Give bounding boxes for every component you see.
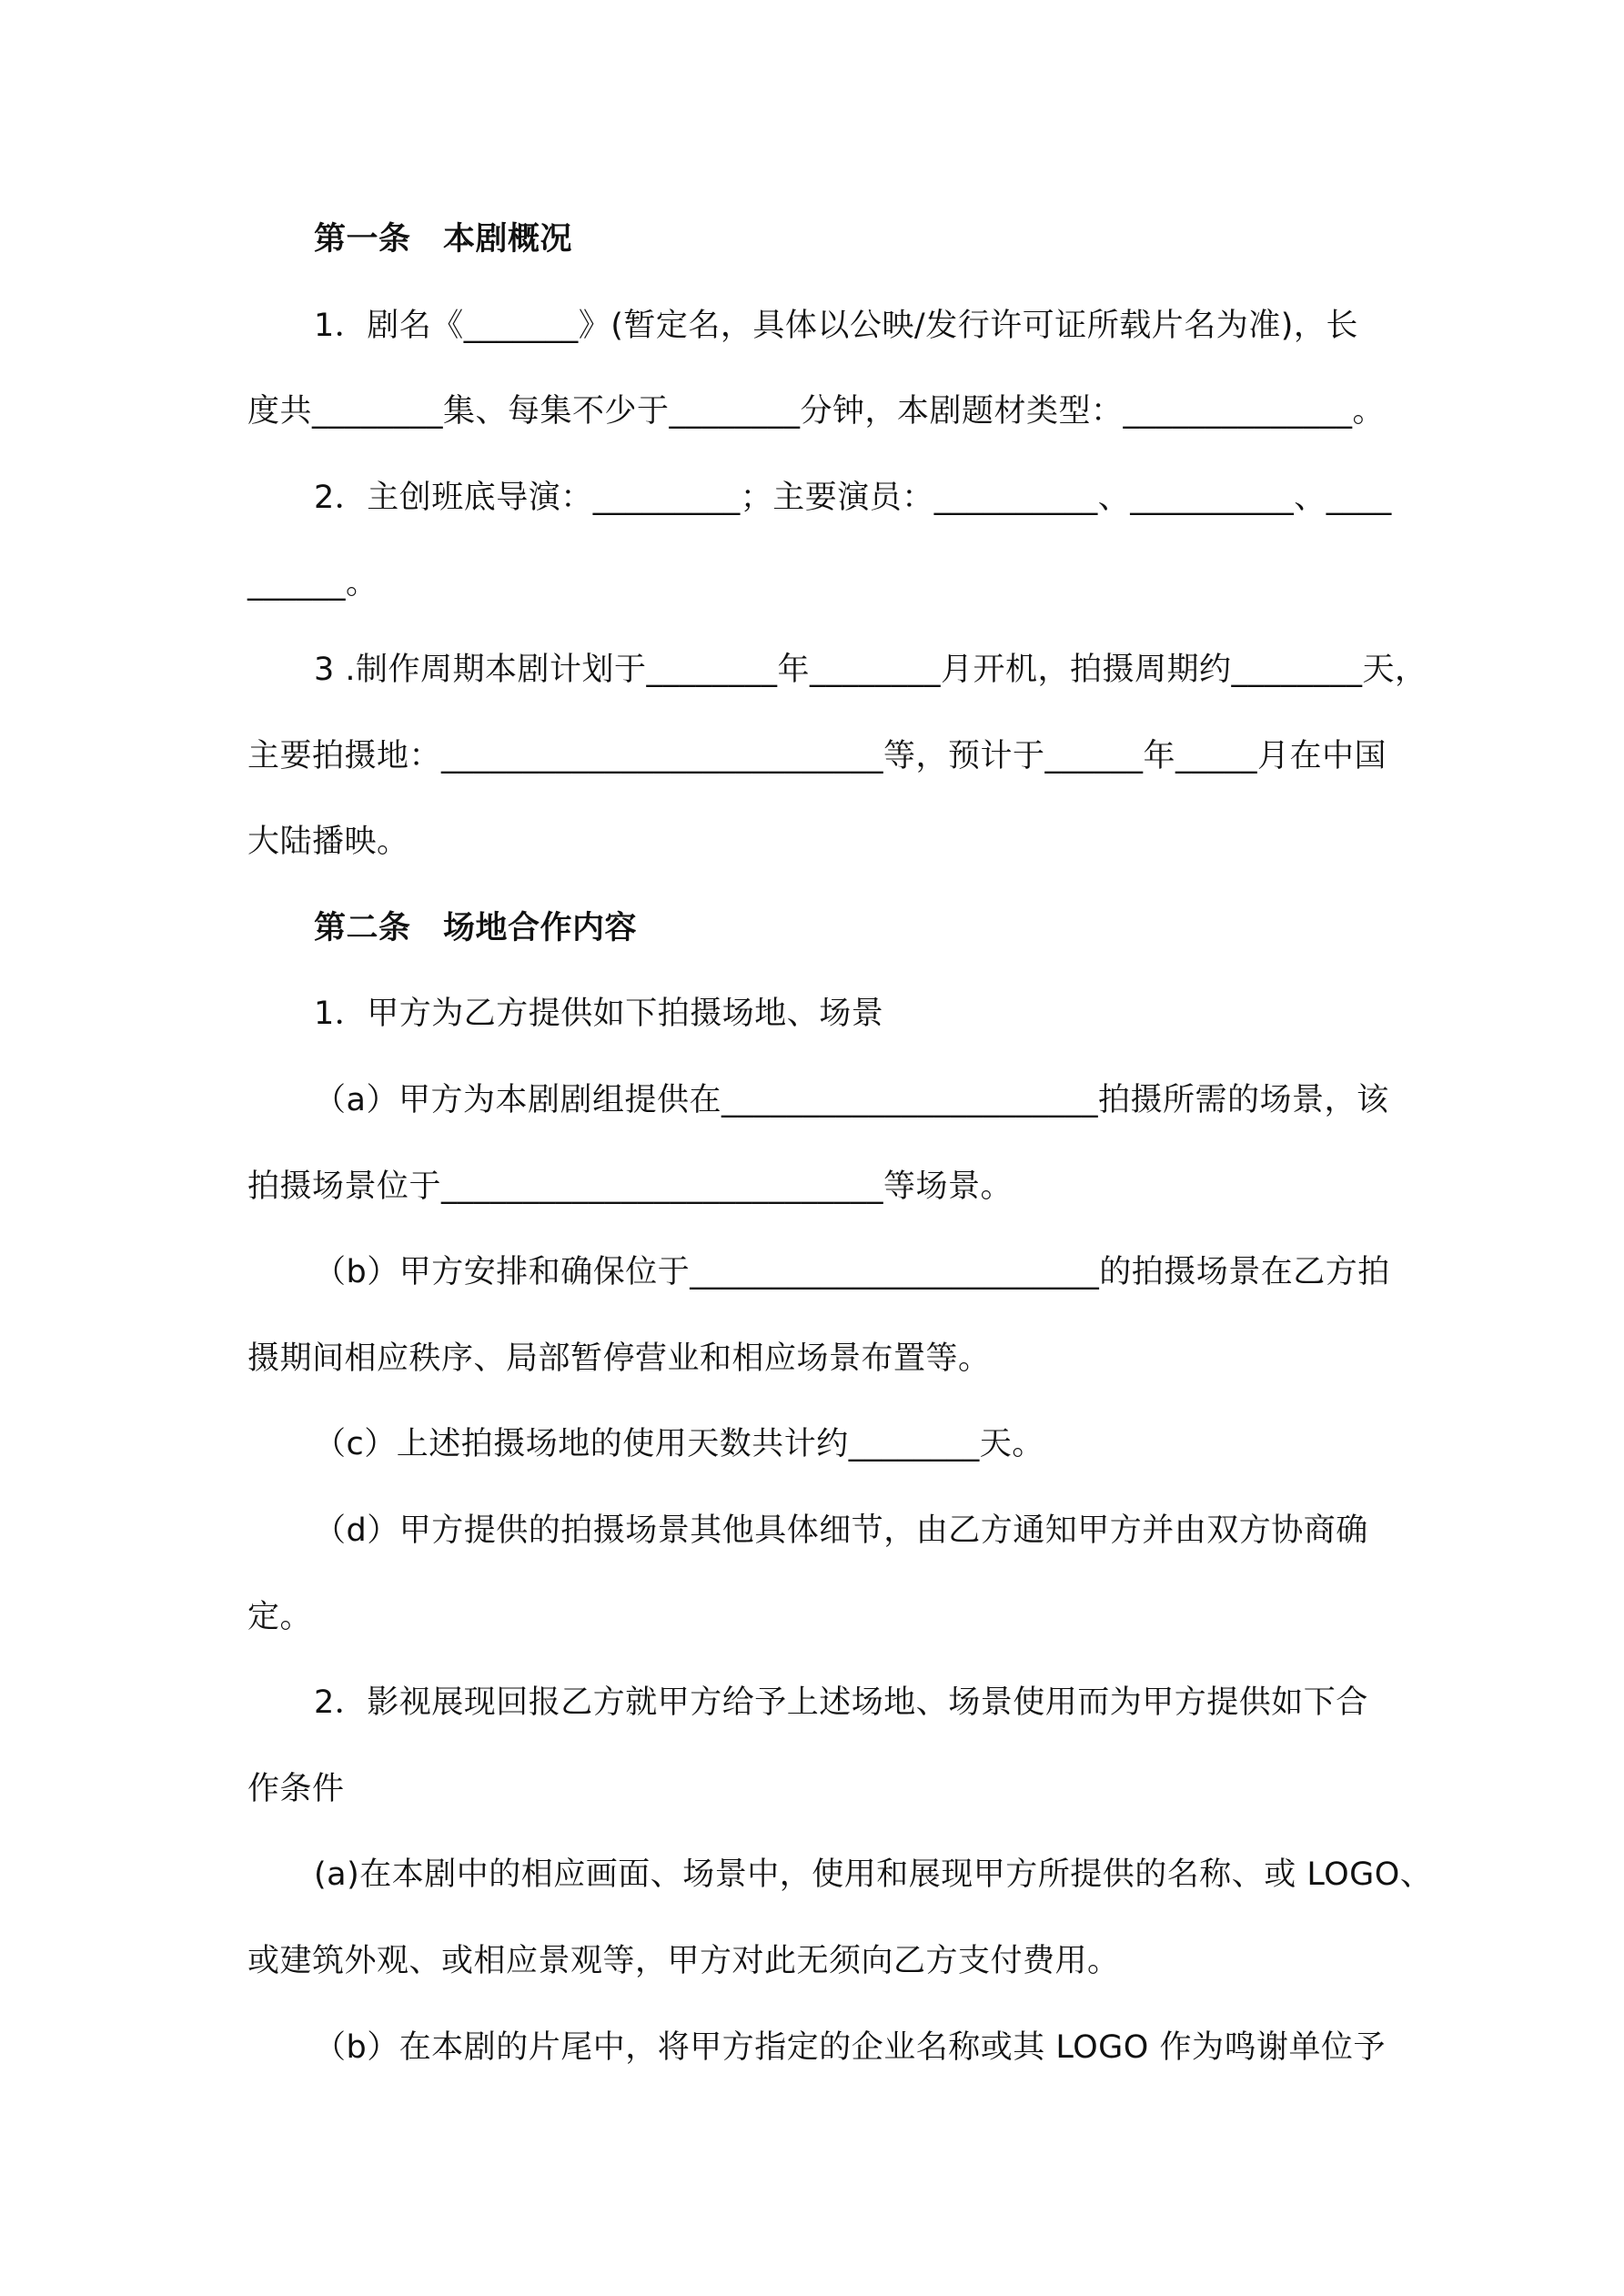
paragraph-line: （a）甲方为本剧剧组提供在_______________________拍摄所需的场景，该 bbox=[314, 1082, 1389, 1118]
paragraph-line: 或建筑外观、或相应景观等，甲方对此无须向乙方支付费用。 bbox=[247, 1943, 1120, 1979]
paragraph-line: 1．甲方为乙方提供如下拍摄场地、场景 bbox=[314, 996, 884, 1033]
paragraph-line: 2．主创班底导演：_________；主要演员：__________、__________、____ bbox=[314, 479, 1392, 516]
paragraph-line: （b）甲方安排和确保位于_________________________的拍摄场景在乙方拍 bbox=[314, 1254, 1390, 1291]
paragraph-line: ______。 bbox=[247, 565, 378, 602]
paragraph-line: 摄期间相应秩序、局部暂停营业和相应场景布置等。 bbox=[247, 1340, 991, 1377]
paragraph-line: 拍摄场景位于___________________________等场景。 bbox=[247, 1168, 1014, 1205]
paragraph-line: 1．剧名《_______》(暂定名，具体以公映/发行许可证所载片名为准)，长 bbox=[314, 307, 1358, 344]
paragraph-line: （b）在本剧的片尾中，将甲方指定的企业名称或其 LOGO 作为鸣谢单位予 bbox=[314, 2028, 1386, 2066]
paragraph-line: 3 .制作周期本剧计划于________年________月开机，拍摄周期约________天， bbox=[314, 652, 1427, 688]
paragraph-line: 主要拍摄地：___________________________等，预计于______年_____月在中国 bbox=[247, 737, 1387, 774]
paragraph-line: 2．影视展现回报乙方就甲方给予上述场地、场景使用而为甲方提供如下合 bbox=[314, 1684, 1368, 1722]
paragraph-line: 度共________集、每集不少于________分钟，本剧题材类型：______________。 bbox=[247, 393, 1386, 430]
section-heading: 第一条 本剧概况 bbox=[314, 221, 573, 258]
paragraph-line: （c）上述拍摄场地的使用天数共计约________天。 bbox=[314, 1426, 1044, 1463]
section-heading: 第二条 场地合作内容 bbox=[314, 909, 638, 946]
paragraph-line: 作条件 bbox=[247, 1770, 345, 1807]
paragraph-line: 大陆播映。 bbox=[247, 824, 409, 861]
paragraph-line: （d）甲方提供的拍摄场景其他具体细节，由乙方通知甲方并由双方协商确 bbox=[314, 1512, 1368, 1549]
paragraph-line: 定。 bbox=[247, 1598, 313, 1635]
paragraph-line: (a)在本剧中的相应画面、场景中，使用和展现甲方所提供的名称、或 LOGO、 bbox=[314, 1856, 1433, 1894]
